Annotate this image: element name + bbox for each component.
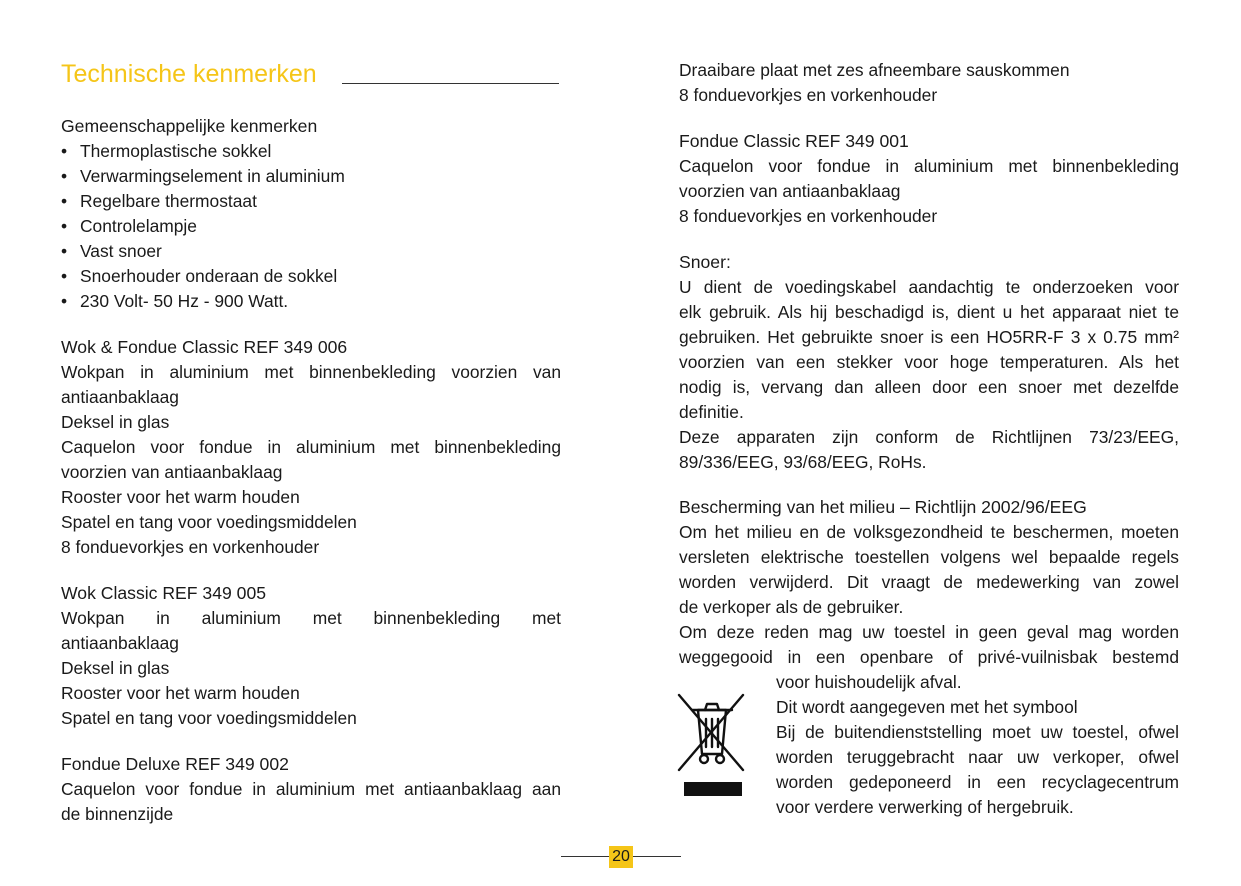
- text-line: definitie.: [679, 402, 744, 422]
- text-line: antiaanbaklaag: [61, 633, 179, 653]
- text-line: weggegooid in een openbare of privé-vuilnisbak bestemd: [679, 647, 1179, 667]
- text-line: Draaibare plaat met zes afneembare sauskommen: [679, 60, 1070, 80]
- text-line: Spatel en tang voor voedingsmiddelen: [61, 512, 357, 532]
- environment-section-wrapped: [776, 670, 1179, 820]
- fondue-deluxe-section: [61, 752, 561, 827]
- wok-fondue-section: [61, 335, 561, 560]
- text-line: Deze apparaten zijn conform de Richtlijnen 73/23/EEG,: [679, 427, 1179, 447]
- text-line: Deksel in glas: [61, 412, 170, 432]
- text-line: versleten elektrische toestellen volgens wel bepaalde regels: [679, 547, 1179, 567]
- text-line: Deksel in glas: [61, 658, 170, 678]
- text-line: Wokpan in aluminium met binnenbekleding voorzien van: [61, 362, 561, 382]
- text-line: Wokpan in aluminium met binnenbekleding met: [61, 608, 561, 628]
- list-item: • Vast snoer: [61, 239, 561, 264]
- text-line: 89/336/EEG, 93/68/EEG, RoHs.: [679, 452, 927, 472]
- text-line: nodig is, vervang dan alleen door een snoer met dezelfde: [679, 377, 1179, 397]
- text-line: worden teruggebracht naar uw verkoper, ofwel: [776, 747, 1179, 767]
- cord-section: [679, 250, 1179, 475]
- weee-crossed-bin-icon: [676, 692, 748, 800]
- text-line: Spatel en tang voor voedingsmiddelen: [61, 708, 357, 728]
- page-number: 20: [609, 846, 633, 868]
- text-line: gebruiken. Het gebruikte snoer is een HO5RR-F 3 x 0.75 mm²: [679, 327, 1179, 347]
- text-line: Caquelon voor fondue in aluminium met binnenbekleding: [61, 437, 561, 457]
- section-heading: Wok & Fondue Classic REF 349 006: [61, 337, 348, 357]
- section-heading: Fondue Classic REF 349 001: [679, 131, 909, 151]
- section-heading: Snoer:: [679, 252, 731, 272]
- section-heading: Gemeenschappelijke kenmerken: [61, 116, 318, 136]
- text-line: U dient de voedingskabel aandachtig te onderzoeken voor: [679, 277, 1179, 297]
- text-line: de verkoper als de gebruiker.: [679, 597, 904, 617]
- text-line: Caquelon voor fondue in aluminium met antiaanbaklaag aan: [61, 779, 561, 799]
- text-line: worden verwijderd. Dit vraagt de medewerking van zowel: [679, 572, 1179, 592]
- section-heading: Bescherming van het milieu – Richtlijn 2002/96/EEG: [679, 497, 1087, 517]
- section-heading: Wok Classic REF 349 005: [61, 583, 267, 603]
- text-line: Rooster voor het warm houden: [61, 487, 300, 507]
- wok-classic-section: [61, 581, 561, 731]
- text-line: voor huishoudelijk afval.: [776, 672, 962, 692]
- footer-rule-left: [561, 856, 609, 857]
- common-features-section: [61, 114, 561, 314]
- text-line: 8 fonduevorkjes en vorkenhouder: [679, 85, 938, 105]
- text-line: 8 fonduevorkjes en vorkenhouder: [679, 206, 938, 226]
- footer-rule-right: [633, 856, 681, 857]
- text-line: Dit wordt aangegeven met het symbool: [776, 697, 1078, 717]
- text-line: antiaanbaklaag: [61, 387, 179, 407]
- list-item: • Controlelampje: [61, 214, 561, 239]
- text-line: Om het milieu en de volksgezondheid te beschermen, moeten: [679, 522, 1179, 542]
- list-item: • Thermoplastische sokkel: [61, 139, 561, 164]
- text-line: voorzien van antiaanbaklaag: [61, 462, 283, 482]
- title-underline: [342, 83, 559, 84]
- text-line: Om deze reden mag uw toestel in geen geval mag worden: [679, 622, 1179, 642]
- text-line: worden gedeponeerd in een recyclagecentrum: [776, 772, 1179, 792]
- text-line: voor verdere verwerking of hergebruik.: [776, 797, 1074, 817]
- text-line: elk gebruik. Als hij beschadigd is, dient u het apparaat niet te: [679, 302, 1179, 322]
- list-item: • Regelbare thermostaat: [61, 189, 561, 214]
- list-item: • Snoerhouder onderaan de sokkel: [61, 264, 561, 289]
- text-line: Bij de buitendienststelling moet uw toestel, ofwel: [776, 722, 1179, 742]
- text-line: Caquelon voor fondue in aluminium met binnenbekleding: [679, 156, 1179, 176]
- environment-section: [679, 495, 1179, 670]
- text-line: de binnenzijde: [61, 804, 174, 824]
- list-item: • Verwarmingselement in aluminium: [61, 164, 561, 189]
- section-heading: Fondue Deluxe REF 349 002: [61, 754, 289, 774]
- text-line: voorzien van een stekker voor hoge temperaturen. Als het: [679, 352, 1179, 372]
- list-item: • 230 Volt- 50 Hz - 900 Watt.: [61, 289, 561, 314]
- text-line: voorzien van antiaanbaklaag: [679, 181, 901, 201]
- text-line: 8 fonduevorkjes en vorkenhouder: [61, 537, 320, 557]
- fondue-classic-section: [679, 129, 1179, 229]
- fondue-deluxe-continued: [679, 58, 1179, 108]
- page-title: Technische kenmerken: [61, 60, 317, 88]
- text-line: Rooster voor het warm houden: [61, 683, 300, 703]
